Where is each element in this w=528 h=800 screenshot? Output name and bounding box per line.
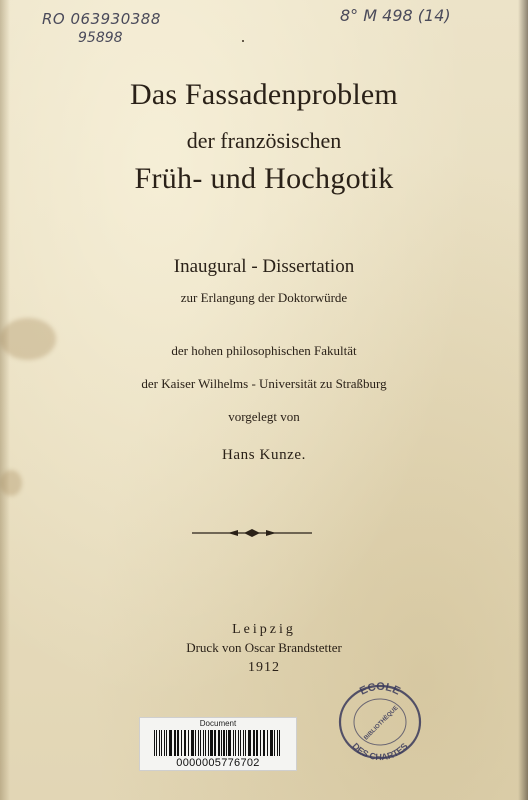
barcode-bar — [240, 730, 241, 756]
dissertation-submitted: vorgelegt von — [228, 409, 300, 424]
barcode-label — [139, 717, 297, 771]
barcode-bar — [223, 730, 225, 756]
barcode-bar — [263, 730, 265, 756]
barcode-heading: Document — [199, 719, 237, 728]
barcode-bar — [184, 730, 186, 756]
barcode-bar — [159, 730, 160, 756]
handwritten-shelfmark-right: 8° M 498 (14) — [340, 6, 451, 25]
library-stamp-icon — [334, 680, 426, 762]
barcode-bar — [238, 730, 239, 756]
barcode-bar — [226, 730, 227, 756]
barcode-bar — [267, 730, 268, 756]
page-edge-shadow-left — [0, 0, 10, 800]
stamp-middle-text: BIBLIOTHÈQUE — [363, 705, 400, 742]
dissertation-heading: Inaugural - Dissertation — [173, 256, 355, 277]
svg-text:ECOLE — [358, 681, 402, 698]
dissertation-purpose: zur Erlangung der Doktorwürde — [180, 290, 348, 305]
barcode-bar — [274, 730, 275, 756]
barcode-bar — [191, 730, 194, 756]
barcode-bar — [243, 730, 244, 756]
barcode-bar — [270, 730, 273, 756]
stain-left-lower — [0, 470, 22, 496]
barcode-number: 0000005776702 — [176, 757, 260, 769]
barcode-bar — [181, 730, 182, 756]
imprint-printer: Druck von Oscar Brandstetter — [186, 640, 342, 655]
barcode-bar — [248, 730, 251, 756]
title-line-2: der französischen — [186, 128, 342, 153]
svg-text:DES CHARTES — [350, 741, 409, 762]
barcode-bar — [198, 730, 199, 756]
barcode-bar — [235, 730, 236, 756]
barcode-bar — [279, 730, 280, 756]
barcode-bar — [210, 730, 213, 756]
barcode-bar — [205, 730, 206, 756]
barcode-bar — [164, 730, 165, 756]
barcode-bar — [169, 730, 172, 756]
barcode-bar — [174, 730, 176, 756]
handwritten-shelfmark-left: RO 063930388 — [42, 10, 161, 28]
barcode-bar — [154, 730, 155, 756]
barcode-bar — [256, 730, 258, 756]
barcode-bar — [218, 730, 220, 756]
title-line-3: Früh- und Hochgotik — [134, 162, 394, 195]
stamp-top-text: ECOLE — [357, 680, 403, 698]
handwritten-number-left: 95898 — [78, 30, 123, 46]
barcode-bar — [203, 730, 204, 756]
title-line-1: Das Fassadenproblem — [130, 78, 398, 111]
stamp-bottom-text: DES CHARTES — [350, 740, 410, 762]
page-edge-shadow-right — [518, 0, 528, 800]
barcode-bar — [221, 730, 222, 756]
barcode-bar — [156, 730, 157, 756]
barcode-bar — [208, 730, 209, 756]
barcode-bar — [200, 730, 201, 756]
barcode-bar — [214, 730, 216, 756]
barcode-bar — [245, 730, 246, 756]
barcode-bar — [188, 730, 189, 756]
dissertation-faculty: der hohen philosophischen Fakultät — [171, 343, 357, 358]
dissertation-university: der Kaiser Wilhelms - Universität zu Straßburg — [141, 376, 387, 391]
imprint-city: Leipzig — [232, 622, 296, 637]
barcode-bar — [228, 730, 231, 756]
ornament-divider-icon — [190, 527, 314, 539]
barcode-bar — [177, 730, 179, 756]
barcode-bar — [166, 730, 167, 756]
barcode-bar — [233, 730, 234, 756]
barcode-icon — [154, 730, 282, 756]
printed-dot — [242, 40, 244, 42]
author-name: Hans Kunze. — [221, 447, 307, 463]
barcode-bar — [253, 730, 255, 756]
barcode-bar — [195, 730, 196, 756]
imprint-year: 1912 — [248, 660, 280, 675]
barcode-bar — [277, 730, 278, 756]
barcode-bar — [161, 730, 162, 756]
barcode-bar — [260, 730, 261, 756]
